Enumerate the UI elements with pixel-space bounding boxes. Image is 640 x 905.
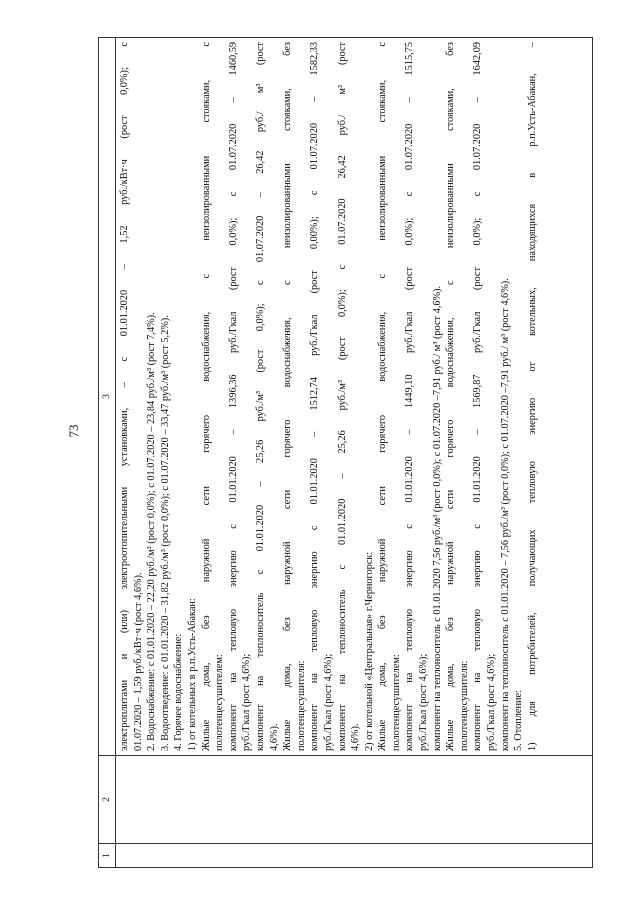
text-line: 5. Отопление: xyxy=(513,690,525,751)
text-line: полотенцесушителя: xyxy=(458,660,470,751)
text-line: компонент на тепловую энергию с 01.01.2020 – 1449,10 руб./Гкал (рост 0,0%); с 01.07.2020 – 1515,75 xyxy=(404,42,416,751)
text-line: полотенцесушителем: xyxy=(390,654,402,751)
text-line: 1) для потребителей, получающих тепловую энергию от котельных, находящихся в р.п.Усть-Абакан, – xyxy=(526,42,538,751)
tariff-table-frame xyxy=(98,38,593,868)
text-line: электроплитами и (или) электроотопительными установками, – с 01.01.2020 – 1,52 руб./кВт·ч (рост 0,0%); с xyxy=(119,42,130,751)
header-col-2: 2 xyxy=(99,756,116,844)
text-line: руб./Гкал (рост 4,6%); xyxy=(241,653,253,751)
tariff-text xyxy=(116,38,539,755)
header-col-1: 1 xyxy=(99,844,116,868)
text-line: Жилые дома, без наружной сети горячего водоснабжения, с неизолированными стояками, с xyxy=(200,42,212,751)
text-line: полотенцесушителем: xyxy=(214,654,226,751)
text-line: Жилые дома, без наружной сети горячего водоснабжения, с неизолированными стояками, без xyxy=(282,42,294,751)
text-line: 2. Водоснабжение: с 01.01.2020 – 22,20 руб./м³ (рост 0,0%); с 01.07.2020 – 23,84 руб./м³ (рост 7,4%). xyxy=(146,312,158,751)
text-line: компонент на теплоноситель с 01.01.2020 – 25,26 руб./м³ (рост 0,0%); с 01.07.2020 26,42 руб./ м³ (рост xyxy=(336,42,348,751)
cell-col-3 xyxy=(116,38,593,756)
text-line: 4,6%). xyxy=(350,723,362,751)
tariff-table xyxy=(98,37,593,868)
text-line: 2) от котельной «Центральная» г.Черногорск: xyxy=(363,551,375,751)
text-line: компонент на тепловую энергию с 01.01.2020 – 1569,87 руб./Гкал (рост 0,0%); с 01.07.2020 – 1642,09 xyxy=(472,42,484,751)
text-line: 3. Водоотведение: с 01.01.2020 – 31,82 руб./м³ (рост 0,0%); с 01.07.2020 – 33,47 руб./м³ (рост 5,2%). xyxy=(159,315,171,751)
text-line: руб./Гкал (рост 4,6%); xyxy=(486,653,498,751)
text-line: Жилые дома, без наружной сети горячего водоснабжения, с неизолированными стояками, с xyxy=(377,42,389,751)
header-col-3: 3 xyxy=(99,38,116,756)
text-line: Жилые дома, без наружной сети горячего водоснабжения, с неизолированными стояками, без xyxy=(445,42,457,751)
page-number: 73 xyxy=(66,424,81,438)
text-line: 01.07.2020 – 1,59 руб./кВт·ч (рост 4,6%). xyxy=(132,572,144,751)
text-line: 1) от котельных в р.п.Усть-Абакан: xyxy=(186,598,198,751)
text-line: компонент на тепловую энергию с 01.01.2020 – 1512,74 руб./Гкал (рост 0,00%); с 01.07.2020 – 1582,33 xyxy=(309,42,321,751)
text-line: 4,6%). xyxy=(268,723,280,751)
text-line: компонент на теплоноситель с 01.01.2020 – 25,26 руб./м³ (рост 0,0%); с 01.07.2020 – 26,42 руб./ м³ (рост xyxy=(254,42,266,751)
text-line: полотенцесушителя: xyxy=(295,660,307,751)
text-line: руб./Гкал (рост 4,6%); xyxy=(418,653,430,751)
text-line: компонент на теплоноситель с 01.01.2020 7,56 руб./м³ (рост 0,0%); с 01.07.2020 –7,91 руб./ м³ (рост 4,6%). xyxy=(431,285,443,751)
cell-col-2 xyxy=(116,756,593,844)
text-line: компонент на теплоноситель с 01.01.2020 – 7,56 руб./м³ (рост 0,0%); с 01.07.2020 –7,91 руб./ м³ (рост 4,6%). xyxy=(499,278,511,751)
text-line: руб./Гкал (рост 4,6%); xyxy=(322,653,334,751)
content-row xyxy=(116,38,593,868)
header-row xyxy=(99,38,116,868)
cell-col-1 xyxy=(116,844,593,868)
text-line: компонент на тепловую энергию с 01.01.2020 – 1396,36 руб./Гкал (рост 0,0%); с 01.07.2020 – 1460,59 xyxy=(227,42,239,751)
text-line: 4. Горячее водоснабжение: xyxy=(173,633,185,751)
